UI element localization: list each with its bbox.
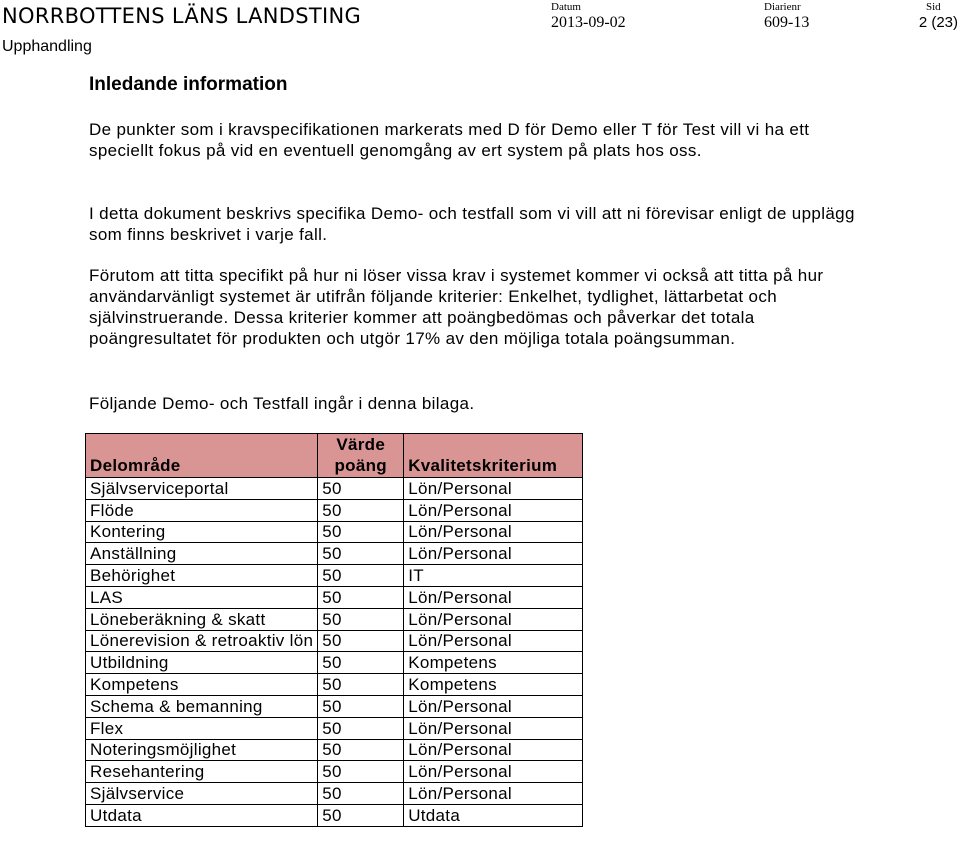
cell-area: Anställning	[86, 543, 318, 565]
header-value-line2: poäng	[334, 456, 387, 475]
table-row	[86, 695, 583, 717]
table-row	[86, 543, 583, 565]
cell-value: 50	[318, 761, 404, 783]
cell-area: Flex	[86, 717, 318, 739]
cell-value: 50	[318, 652, 404, 674]
cell-value: 50	[318, 586, 404, 608]
cell-value: 50	[318, 804, 404, 826]
cell-criterion: Lön/Personal	[404, 761, 583, 783]
cell-criterion: Kompetens	[404, 674, 583, 696]
cell-criterion: Lön/Personal	[404, 499, 583, 521]
table-row	[86, 783, 583, 805]
table-body	[86, 478, 583, 827]
date-label: Datum	[551, 1, 581, 13]
table-row	[86, 521, 583, 543]
requirements-table	[85, 433, 583, 827]
cell-criterion: IT	[404, 565, 583, 587]
header-area: Delområde	[86, 434, 318, 478]
header-criterion: Kvalitetskriterium	[404, 434, 583, 478]
cell-value: 50	[318, 608, 404, 630]
cell-area: Självservice	[86, 783, 318, 805]
table-row	[86, 652, 583, 674]
cell-value: 50	[318, 478, 404, 500]
section-title: Inledande information	[89, 74, 288, 95]
cell-value: 50	[318, 521, 404, 543]
cell-area: Löneberäkning & skatt	[86, 608, 318, 630]
cell-value: 50	[318, 674, 404, 696]
cell-criterion: Lön/Personal	[404, 695, 583, 717]
cell-value: 50	[318, 499, 404, 521]
cell-area: LAS	[86, 586, 318, 608]
ref-label: Diarienr	[764, 1, 801, 13]
intro-paragraph-2: I detta dokument beskrivs specifika Demo- och testfall som vi vill att ni förevisar enligt de upplägg som finns beskrivet i varje fall.	[89, 204, 855, 244]
intro-paragraph-3: Förutom att titta specifikt på hur ni löser vissa krav i systemet kommer vi också att titta på hur användarvänligt systemet är utifrån följande kriterier: Enkelhet, tydlighet, lättarbetat och självinstruerande. Dessa kriterier kommer att poängbedömas och påverkar det totala poängresultatet för produkten och utgör 17% av den möjliga totala poängsumman.	[89, 266, 824, 348]
page-number: 2 (23)	[918, 14, 958, 31]
header-value	[318, 434, 404, 478]
header-value-line1: Värde	[336, 435, 386, 454]
cell-area: Utbildning	[86, 652, 318, 674]
cell-criterion: Kompetens	[404, 652, 583, 674]
table-row	[86, 565, 583, 587]
table-row	[86, 478, 583, 500]
document-date: 2013-09-02	[551, 14, 626, 31]
cell-criterion: Lön/Personal	[404, 521, 583, 543]
page-label: Sid	[926, 1, 941, 13]
cell-area: Schema & bemanning	[86, 695, 318, 717]
cell-area: Flöde	[86, 499, 318, 521]
cell-area: Kontering	[86, 521, 318, 543]
cell-criterion: Lön/Personal	[404, 478, 583, 500]
cell-value: 50	[318, 783, 404, 805]
reference-number: 609-13	[764, 14, 810, 31]
organization-name: NORRBOTTENS LÄNS LANDSTING	[2, 4, 362, 28]
cell-area: Noteringsmöjlighet	[86, 739, 318, 761]
cell-value: 50	[318, 695, 404, 717]
table-header-row	[86, 434, 583, 478]
cell-criterion: Lön/Personal	[404, 586, 583, 608]
cell-criterion: Utdata	[404, 804, 583, 826]
table-row	[86, 630, 583, 652]
intro-paragraph-1: De punkter som i kravspecifikationen markerats med D för Demo eller T för Test vill vi ha ett speciellt fokus på vid en eventuell genomgång av ert system på plats hos oss.	[89, 120, 810, 160]
cell-criterion: Lön/Personal	[404, 783, 583, 805]
cell-criterion: Lön/Personal	[404, 630, 583, 652]
cell-value: 50	[318, 630, 404, 652]
cell-area: Utdata	[86, 804, 318, 826]
table-row	[86, 717, 583, 739]
cell-value: 50	[318, 717, 404, 739]
cell-area: Kompetens	[86, 674, 318, 696]
cell-criterion: Lön/Personal	[404, 739, 583, 761]
cell-criterion: Lön/Personal	[404, 543, 583, 565]
table-row	[86, 804, 583, 826]
cell-value: 50	[318, 739, 404, 761]
table-row	[86, 674, 583, 696]
cell-value: 50	[318, 543, 404, 565]
table-row	[86, 739, 583, 761]
cell-area: Resehantering	[86, 761, 318, 783]
cell-area: Behörighet	[86, 565, 318, 587]
cell-area: Självserviceportal	[86, 478, 318, 500]
table-row	[86, 761, 583, 783]
department-name: Upphandling	[2, 38, 92, 55]
table-row	[86, 499, 583, 521]
intro-paragraph-4: Följande Demo- och Testfall ingår i denna bilaga.	[89, 394, 475, 413]
cell-criterion: Lön/Personal	[404, 717, 583, 739]
table-row	[86, 586, 583, 608]
cell-criterion: Lön/Personal	[404, 608, 583, 630]
table-row	[86, 608, 583, 630]
cell-area: Lönerevision & retroaktiv lön	[86, 630, 318, 652]
cell-value: 50	[318, 565, 404, 587]
